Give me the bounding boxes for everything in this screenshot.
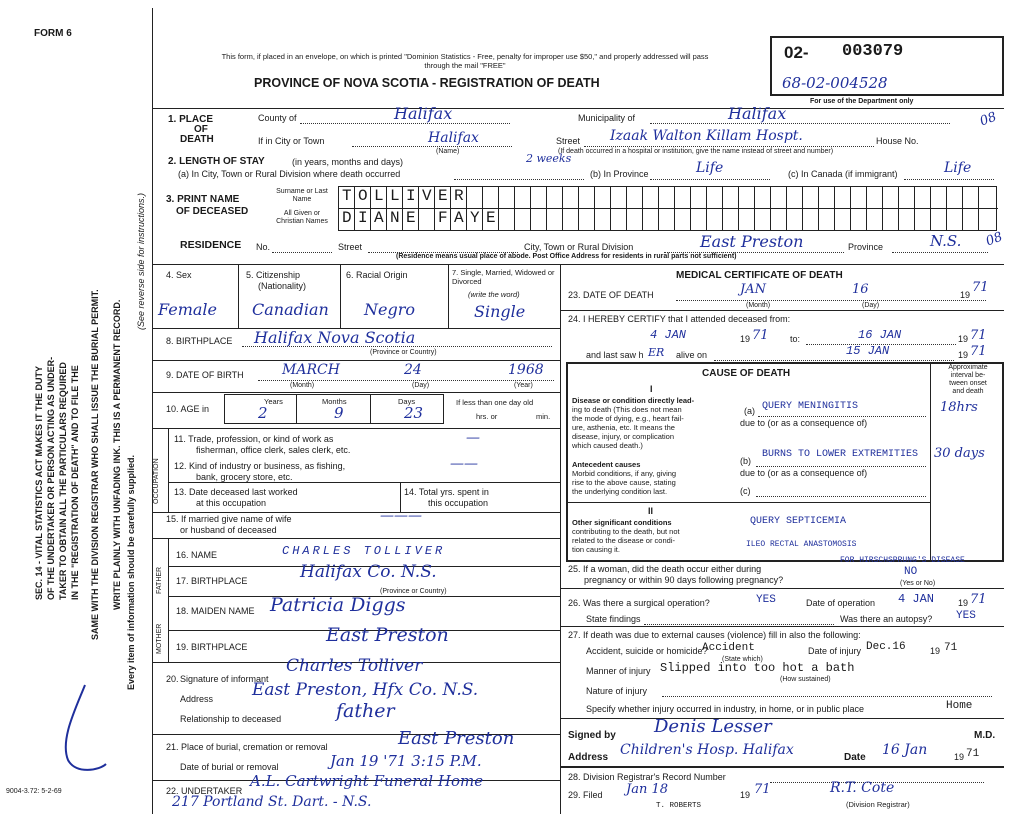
death-day: 16: [852, 282, 869, 297]
dob-day-sub: (Day): [412, 382, 430, 389]
spouse-dash: ———: [380, 508, 422, 524]
dob-day: 24: [404, 362, 422, 378]
spouse-label-a: 15. If married give name of wife: [166, 514, 292, 524]
antecedent-2: Morbid conditions, if any, giving: [572, 469, 677, 478]
where-value: Home: [946, 700, 973, 712]
undertaker-value: A.L. Cartwright Funeral Home: [250, 772, 484, 790]
death-month: JAN: [740, 282, 766, 297]
dob-label: 9. DATE OF BIRTH: [166, 370, 244, 380]
side-notice-2: OF THE UNDERTAKER OR PERSON ACTING AS UNDER-: [46, 356, 56, 600]
cause-a-value: QUERY MENINGITIS: [762, 401, 859, 412]
name-label-1: 3. PRINT NAME: [166, 194, 240, 205]
marital-value: Single: [474, 302, 526, 321]
cause-line-c: (c): [740, 486, 751, 496]
doctor-address: Children's Hosp. Halifax: [620, 742, 794, 758]
form-number: FORM 6: [34, 28, 72, 39]
side-notice-5: SAME WITH THE DIVISION REGISTRAR WHO SHALL ISSUE THE BURIAL PERMIT.: [90, 289, 100, 640]
spouse-label-b: or husband of deceased: [180, 525, 277, 535]
residence-province-label: Province: [848, 242, 884, 252]
attended-from-date: 4 JAN: [650, 328, 687, 342]
cause-heading: CAUSE OF DEATH: [702, 368, 791, 379]
occ-14b: this occupation: [428, 498, 489, 508]
father-birthplace-label: 17. BIRTHPLACE: [176, 576, 248, 586]
occupation-side-label: OCCUPATION: [153, 458, 160, 504]
residence-margin-mark: 08: [983, 229, 1005, 250]
autopsy-label: Was there an autopsy?: [840, 614, 933, 624]
informant-address-label: Address: [180, 694, 214, 704]
other-cond-4: tion causing it.: [572, 545, 620, 554]
citizenship-label: 5. Citizenship: [246, 270, 301, 280]
father-name-label: 16. NAME: [176, 550, 218, 560]
attended-to-label: to:: [790, 334, 801, 344]
mailing-note: This form, if placed in an envelope, on which is printed "Dominion Statistics - Free, penalty for improper use $50," and properly addressed will pass through the mail "FREE": [221, 52, 709, 70]
racial-label: 6. Racial Origin: [346, 270, 408, 280]
house-label: House No.: [876, 136, 919, 146]
registrar-sub: (Division Registrar): [846, 800, 910, 809]
age-months-label: Months: [322, 397, 347, 406]
occ-14a: 14. Total yrs. spent in: [404, 487, 489, 497]
side-notice-3: TAKER TO OBTAIN ALL THE PARTICULARS REQUIRED: [58, 362, 68, 600]
burial-date-value: Jan 19 '71 3:15 P.M.: [330, 752, 482, 770]
injury-date-value: Dec.16: [866, 641, 906, 653]
page-title: PROVINCE OF NOVA SCOTIA - REGISTRATION OF DEATH: [254, 76, 600, 90]
dob-year: 1968: [508, 362, 544, 378]
death-day-sub: (Day): [862, 302, 880, 309]
birthplace-sub: (Province or Country): [370, 349, 437, 356]
sex-label: 4. Sex: [166, 270, 192, 280]
q25-yes-no: (Yes or No): [900, 580, 936, 587]
manner-label: Manner of injury: [586, 666, 651, 676]
racial-value: Negro: [364, 300, 415, 319]
death-year: 71: [972, 280, 989, 295]
due-to-b: due to (or as a consequence of): [740, 468, 868, 478]
city-label: If in City or Town: [258, 136, 325, 146]
attended-to-year: 71: [970, 328, 987, 343]
side-notice-4: IN THE "REGISTRATION OF DEATH" AND TO FILE THE: [70, 365, 80, 600]
city-name-sub: (Name): [436, 148, 460, 155]
other-cond-1: Other significant conditions: [572, 518, 672, 527]
footer-code: 9004-3.72: 5-2-69: [6, 788, 62, 795]
antecedent-3: rise to the above cause, stating: [572, 478, 676, 487]
attended-from-year-prefix: 19: [740, 334, 751, 344]
direct-3: the mode of dying, e.g., heart fail-: [572, 414, 684, 423]
cause-line-b: (b): [740, 456, 751, 466]
dept-use-note: For use of the Department only: [810, 98, 914, 105]
doctor-year: 71: [966, 748, 980, 760]
injury-year-value: 71: [944, 642, 958, 654]
municipality-label: Municipality of: [578, 113, 636, 123]
hospital-note: (If death occurred in a hospital or institution, give the name instead of street and number): [558, 148, 834, 155]
dob-month-sub: (Month): [290, 382, 315, 389]
residence-street-label: Street: [338, 242, 363, 252]
burial-place-label: 21. Place of burial, cremation or removal: [166, 742, 328, 752]
injury-date-label: Date of injury: [808, 646, 862, 656]
where-label: Specify whether injury occurred in industry, in home, or in public place: [586, 704, 864, 714]
registration-number: 68-02-004528: [782, 74, 888, 92]
surname-value: TOLLIVER: [342, 187, 471, 205]
father-birthplace-value: Halifax Co. N.S.: [300, 562, 437, 582]
mother-maiden-label: 18. MAIDEN NAME: [176, 606, 255, 616]
serial-prefix: 02-: [784, 43, 809, 62]
side-notice-1: SEC. 14 - VITAL STATISTICS ACT MAKES IT THE DUTY: [34, 365, 44, 600]
informant-sig-label: Signature of informant: [180, 674, 269, 684]
direct-5: disease, injury, or complication: [572, 432, 674, 441]
doctor-date: 16 Jan: [882, 742, 928, 758]
informant-signature: Charles Tolliver: [286, 656, 423, 676]
form-left-border: [152, 8, 153, 814]
nature-label: Nature of injury: [586, 686, 648, 696]
place-label-2: OF: [194, 124, 208, 135]
attended-to-year-prefix: 19: [958, 334, 969, 344]
occ-13b: at this occupation: [196, 498, 267, 508]
last-saw-year-prefix: 19: [958, 350, 969, 360]
residence-label: RESIDENCE: [180, 239, 242, 251]
informant-rel-label: Relationship to deceased: [180, 714, 282, 724]
last-saw-year: 71: [970, 344, 987, 359]
margin-signature-mark: [40, 680, 110, 780]
age-label: 10. AGE in: [166, 404, 210, 414]
dob-year-sub: (Year): [514, 382, 533, 389]
last-saw-sex: ER: [648, 346, 665, 359]
mother-side-label: MOTHER: [156, 623, 163, 654]
age-years-value: 2: [258, 404, 268, 422]
informant-relationship: father: [336, 700, 395, 722]
marital-sub: (write the word): [468, 290, 520, 299]
part-one-label: I: [650, 384, 653, 394]
findings-label: State findings: [586, 614, 641, 624]
accident-label: Accident, suicide or homicide?: [586, 646, 708, 656]
dob-month: MARCH: [282, 362, 340, 378]
accident-value: Accident: [702, 642, 755, 654]
county-label: County of: [258, 113, 297, 123]
occ-13a: 13. Date deceased last worked: [174, 487, 298, 497]
doctor-signature: Denis Lesser: [654, 716, 772, 737]
interval-4: and death: [952, 388, 984, 395]
age-months-value: 9: [334, 404, 344, 422]
county-value: Halifax: [394, 104, 453, 123]
residence-city-value: East Preston: [700, 232, 804, 251]
other-cond-2: contributing to the death, but not: [572, 527, 680, 536]
less-day-min: min.: [536, 412, 551, 421]
father-side-label: FATHER: [156, 566, 163, 594]
interval-b-value: 30 days: [934, 446, 985, 461]
center-divider: [560, 264, 561, 814]
informant-address: East Preston, Hfx Co. N.S.: [252, 680, 479, 700]
less-day-hrs: hrs. or: [476, 412, 498, 421]
mother-birthplace-value: East Preston: [326, 624, 449, 646]
undertaker-label: 22. UNDERTAKER: [166, 786, 243, 796]
given-label: All Given or Christian Names: [276, 210, 328, 225]
other-cond-value-2: ILEO RECTAL ANASTOMOSIS: [746, 540, 857, 549]
age-years-label: Years: [264, 397, 283, 406]
op-year-prefix: 19: [958, 598, 969, 608]
filed-date: Jan 18: [626, 782, 669, 797]
op-year-value: 71: [970, 592, 987, 607]
antecedent-4: the underlying condition last.: [572, 487, 668, 496]
q25-a: 25. If a woman, did the death occur either during: [568, 564, 762, 574]
last-saw-date: 15 JAN: [846, 344, 890, 358]
burial-date-label: Date of burial or removal: [180, 762, 279, 772]
state-which-sub: (State which): [722, 656, 763, 663]
death-date-label: 23. DATE OF DEATH: [568, 290, 654, 300]
mother-birthplace-label: 19. BIRTHPLACE: [176, 642, 248, 652]
municipality-value: Halifax: [728, 104, 787, 123]
manner-value: Slipped into too hot a bath: [660, 661, 855, 675]
occ-11-dash: —: [466, 430, 480, 446]
citizenship-sub: (Nationality): [258, 281, 307, 291]
manner-sub: (How sustained): [780, 676, 831, 683]
external-label: 27. If death was due to external causes (violence) fill in also the following:: [568, 630, 861, 640]
occ-12a: 12. Kind of industry or business, as fishing,: [174, 461, 346, 471]
citizenship-value: Canadian: [252, 300, 329, 319]
birthplace-label: 8. BIRTHPLACE: [166, 336, 233, 346]
marital-label: 7. Single, Married, Widowed or Divorced: [452, 268, 555, 286]
sex-value: Female: [158, 300, 217, 319]
stay-c-label: (c) In Canada (if immigrant): [788, 169, 898, 179]
residence-city-label: City, Town or Rural Division: [524, 242, 634, 252]
attended-to-date: 16 JAN: [858, 328, 902, 342]
due-to-a: due to (or as a consequence of): [740, 418, 868, 428]
residence-province-value: N.S.: [930, 232, 962, 250]
side-notice-8: (See reverse side for instructions.): [136, 192, 146, 330]
name-label-2: OF DECEASED: [176, 206, 249, 217]
interval-3: tween onset: [949, 380, 987, 387]
q25-b: pregnancy or within 90 days following pregnancy?: [584, 575, 784, 585]
stay-sub: (in years, months and days): [292, 157, 404, 167]
direct-4: ure, asthenia, etc. It means the: [572, 423, 675, 432]
stay-label: 2. LENGTH OF STAY: [168, 156, 265, 167]
autopsy-value: YES: [956, 610, 976, 622]
stay-a-value: 2 weeks: [526, 152, 572, 165]
given-value: DIANE FAYE: [342, 209, 503, 227]
cause-b-value: BURNS TO LOWER EXTREMITIES: [762, 449, 919, 460]
age-days-value: 23: [404, 404, 424, 422]
direct-6: which caused death.): [572, 441, 643, 450]
interval-a-value: 18hrs: [940, 400, 978, 415]
informant-number: 20.: [166, 674, 179, 684]
filed-year: 71: [754, 782, 771, 797]
birthplace-value: Halifax Nova Scotia: [254, 328, 416, 347]
stay-a-label: (a) In City, Town or Rural Division where death occurred: [178, 169, 401, 179]
place-margin-mark: 08: [977, 109, 999, 130]
doctor-date-label: Date: [844, 752, 866, 763]
other-cond-3: related to the disease or condi-: [572, 536, 675, 545]
burial-place-value: East Preston: [398, 728, 515, 749]
father-name-value: CHARLES TOLLIVER: [282, 544, 446, 558]
stay-b-value: Life: [696, 160, 724, 176]
filed-label: 29. Filed: [568, 790, 603, 800]
registrar-signature: R.T. Cote: [830, 780, 895, 796]
surgery-value: YES: [756, 594, 776, 606]
side-notice-6: WRITE PLAINLY WITH UNFADING INK. THIS IS A PERMANENT RECORD.: [112, 299, 122, 610]
surname-label: Surname or Last Name: [276, 188, 328, 203]
mother-maiden-value: Patricia Diggs: [270, 594, 406, 616]
interval-1: Approximate: [948, 364, 988, 371]
doctor-address-label: Address: [568, 752, 609, 763]
injury-year-prefix: 19: [930, 646, 941, 656]
interval-2: interval be-: [950, 372, 986, 379]
last-saw-label-2: alive on: [676, 350, 708, 360]
other-cond-value-3: FOR HIRSCHSPRUNG'S DISEASE: [840, 556, 965, 565]
other-cond-value-1: QUERY SEPTICEMIA: [750, 516, 847, 527]
residence-note: (Residence means usual place of abode. Post Office Address for residents in rural parts not sufficient): [396, 253, 737, 260]
age-days-label: Days: [398, 397, 416, 406]
md-label: M.D.: [974, 730, 996, 741]
direct-1: Disease or condition directly lead-: [572, 396, 695, 405]
doctor-year-prefix: 19: [954, 752, 965, 762]
street-value: Izaak Walton Killam Hospt.: [610, 128, 803, 144]
death-year-prefix: 19: [960, 290, 971, 300]
op-date-value: 4 JAN: [898, 592, 935, 606]
occ-11b: fisherman, office clerk, sales clerk, etc.: [196, 445, 351, 455]
attended-label: 24. I HEREBY CERTIFY that I attended deceased from:: [568, 314, 791, 324]
occ-12-dash: ——: [450, 456, 478, 472]
stay-c-value: Life: [944, 160, 972, 176]
place-label-3: DEATH: [180, 134, 214, 145]
death-month-sub: (Month): [746, 302, 771, 309]
filed-year-prefix: 19: [740, 790, 751, 800]
registrar-number-label: 28. Division Registrar's Record Number: [568, 772, 726, 782]
stay-b-label: (b) In Province: [590, 169, 649, 179]
city-value: Halifax: [428, 130, 479, 146]
attended-from-year: 71: [752, 328, 769, 343]
side-notice-7: Every item of information should be carefully supplied.: [126, 454, 136, 690]
last-saw-label: and last saw h: [586, 350, 644, 360]
less-day-label: If less than one day old: [456, 398, 534, 407]
surgery-label: 26. Was there a surgical operation?: [568, 598, 710, 608]
part-two-label: II: [648, 506, 654, 516]
street-label: Street: [556, 136, 581, 146]
q25-value: NO: [904, 566, 918, 578]
father-birthplace-sub: (Province or Country): [380, 588, 447, 595]
signed-by-label: Signed by: [568, 730, 616, 741]
occ-12b: bank, grocery store, etc.: [196, 472, 293, 482]
occ-11a: 11. Trade, profession, or kind of work as: [174, 434, 334, 444]
cause-line-a: (a): [744, 406, 755, 416]
serial-number: 003079: [842, 42, 904, 61]
medical-heading: MEDICAL CERTIFICATE OF DEATH: [676, 270, 843, 281]
direct-2: ing to death (This does not mean: [572, 405, 682, 414]
op-date-label: Date of operation: [806, 598, 876, 608]
residence-no-label: No.: [256, 242, 271, 252]
place-label-1: 1. PLACE: [168, 114, 214, 125]
undertaker-address: 217 Portland St. Dart. - N.S.: [172, 794, 372, 810]
antecedent-1: Antecedent causes: [572, 460, 641, 469]
stamp-name: T. ROBERTS: [656, 802, 702, 810]
